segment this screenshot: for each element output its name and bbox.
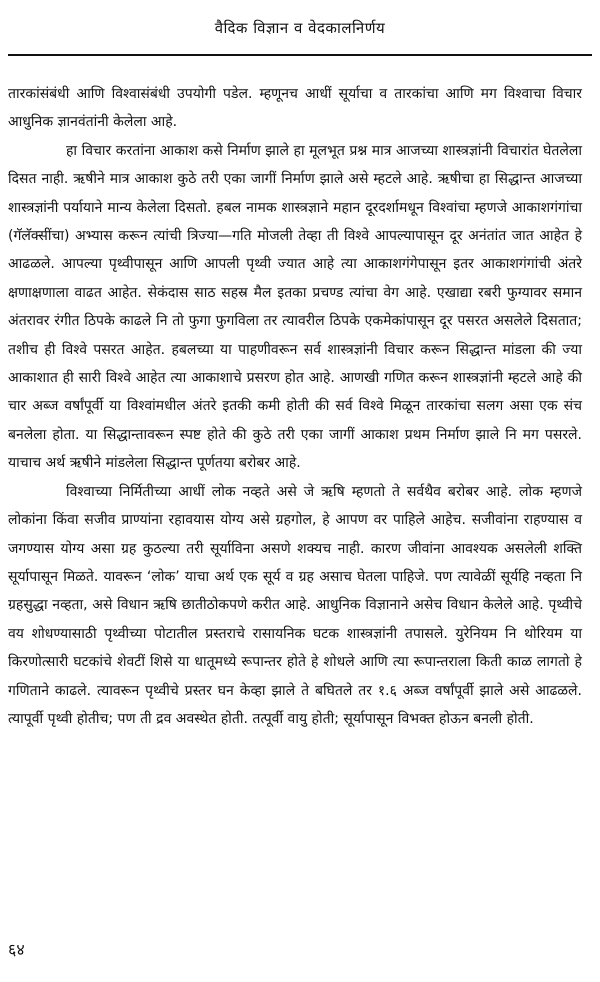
page-number: ६४ — [8, 940, 25, 959]
paragraph-2: हा विचार करतांना आकाश कसे निर्माण झाले हा मूलभूत प्रश्न मात्र आजच्या शास्त्रज्ञांनी विचारांत घेतलेला दिसत नाही. ऋषीने मात्र आकाश कुठे तरी एका जागीं निर्माण झाले असे म्हटले आहे. ऋषीचा हा सिद्धान्त आजच्या शास्त्रज्ञांनी पर्यायाने मान्य केलेला दिसतो. हबल नामक शास्त्रज्ञाने महान दूरदर्शामधून विश्वांचा म्हणजे आकाशगंगांचा (गॅलॅक्सींचा) अभ्यास करून त्यांची त्रिज्या—गति मोजली तेव्हा ती विश्वे आपल्यापासून दूर अनंतांत जात आहेत हे आढळले. आपल्या पृथ्वीपासून आणि आपली पृथ्वी ज्यात आहे त्या आकाशगंगेपासून इतर आकाशगंगांची अंतरे क्षणाक्षणाला वाढत आहेत. सेकंदास साठ सहस्र मैल इतका प्रचण्ड त्यांचा वेग आहे. एखाद्या रबरी फुग्यावर समान अंतरावर रंगीत ठिपके काढले नि तो फुगा फुगविला तर त्यावरील ठिपके एकमेकांपासून दूर पसरत असलेले दिसतात; तशीच ही विश्वे पसरत आहेत. हबलच्या या पाहणीवरून सर्व शास्त्रज्ञांनी विचार करून सिद्धान्त मांडला की ज्या आकाशात ही सारी विश्वे आहेत त्या आकाशाचे प्रसरण होत आहे. आणखी गणित करून शास्त्रज्ञांनी म्हटले आहे की चार अब्ज वर्षांपूर्वी या विश्वांमधील अंतरे इतकी कमी होती की सर्व विश्वे मिळून तारकांचा सलग असा एक संच बनलेला होता. या सिद्धान्तावरून स्पष्ट होते की कुठे तरी एका जागीं आकाश प्रथम निर्माण झाले नि मग पसरले. याचाच अर्थ ऋषीने मांडलेला सिद्धान्त पूर्णतया बरोबर आहे. — [8, 142, 582, 472]
header-divider — [8, 54, 592, 56]
paragraph-3: विश्वाच्या निर्मितीच्या आधीं लोक नव्हते असे जे ऋषि म्हणतो ते सर्वथैव बरोबर आहे. लोक म्हणजे लोकांना किंवा सजीव प्राण्यांना रहावयास योग्य असे ग्रहगोल, हे आपण वर पाहिले आहेच. सजीवांना राहण्यास व जगण्यास योग्य असा ग्रह कुठल्या तरी सूर्याविना असणे शक्यच नाही. कारण जीवांना आवश्यक असलेली शक्ति सूर्यापासून मिळते. यावरून ‘लोक’ याचा अर्थ एक सूर्य व ग्रह असाच घेतला पाहिजे. पण त्यावेळीं सूर्यहि नव्हता नि ग्रहसुद्धा नव्हता, असे विधान ऋषि छातीठोकपणे करीत आहे. आधुनिक विज्ञानाने असेच विधान केलेले आहे. पृथ्वीचे वय शोधण्यासाठी पृथ्वीच्या पोटातील प्रस्तराचे रासायनिक घटक शास्त्रज्ञांनी तपासले. युरेनियम नि थोरियम या किरणोत्सारी घटकांचे शेवटीं शिसे या धातूमध्ये रूपान्तर होते हे शोधले आणि त्या रूपान्तराला किती काळ लागतो हे गणिताने काढले. त्यावरून पृथ्वीचे प्रस्तर घन केव्हा झाले ते बघितले तर १.६ अब्ज वर्षांपूर्वी झाले असे आढळले. त्यापूर्वी पृथ्वी होतीच; पण ती द्रव अवस्थेत होती. तत्पूर्वी वायु होती; सूर्यापासून विभक्त होऊन बनली होती. — [8, 483, 582, 727]
paragraph-1: तारकांसंबंधी आणि विश्वासंबंधी उपयोगी पडेल. म्हणूनच आधीं सूर्याचा व तारकांचा आणि मग विश्वाचा विचार आधुनिक ज्ञानवंतांनी केलेला आहे. — [8, 86, 582, 131]
body-text — [8, 80, 582, 733]
running-header-title: वैदिक विज्ञान व वेदकालनिर्णय — [214, 19, 386, 37]
